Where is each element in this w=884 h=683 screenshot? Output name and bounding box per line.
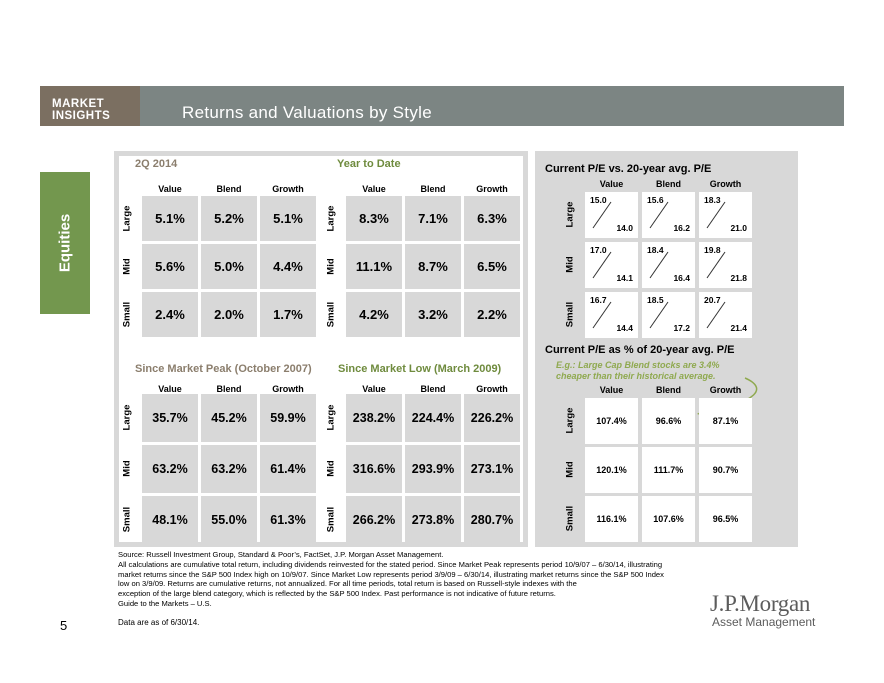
low-row-label: Small (325, 506, 337, 533)
pe-pct-row-label: Large (564, 407, 576, 434)
pe-pct-cell: 111.7% (642, 447, 695, 493)
pe-cell (585, 292, 638, 338)
pe-row-label: Large (564, 201, 576, 228)
pe-pct-cell: 90.7% (699, 447, 752, 493)
pe-pct-cell: 96.5% (699, 496, 752, 542)
pe-pct-cell: 107.6% (642, 496, 695, 542)
peak-cell: 61.4% (260, 445, 316, 493)
q2-cell: 5.1% (142, 196, 198, 241)
pe-pct-title: Current P/E as % of 20-year avg. P/E (545, 344, 735, 356)
peak-title: Since Market Peak (October 2007) (135, 363, 312, 375)
peak-col-header: Growth (272, 384, 304, 394)
peak-cell: 48.1% (142, 496, 198, 544)
ytd-cell: 8.3% (346, 196, 402, 241)
q2-cell: 5.0% (201, 244, 257, 289)
footnote-line: Guide to the Markets – U.S. (118, 598, 212, 608)
ytd-cell: 2.2% (464, 292, 520, 337)
low-cell: 280.7% (464, 496, 520, 544)
pe-current: 17.0 (590, 245, 607, 255)
low-col-header: Blend (420, 384, 446, 394)
peak-cell: 63.2% (201, 445, 257, 493)
q2-cell: 2.4% (142, 292, 198, 337)
ytd-row-label: Small (325, 301, 337, 327)
ytd-col-header: Growth (476, 184, 508, 194)
q2-cell: 4.4% (260, 244, 316, 289)
ytd-cell: 8.7% (405, 244, 461, 289)
pe-pct-row-label: Mid (564, 461, 576, 478)
q2-cell: 5.6% (142, 244, 198, 289)
pe-current: 20.7 (704, 295, 721, 305)
pe-pct-cell: 120.1% (585, 447, 638, 493)
pe-pct-col-header: Growth (709, 385, 742, 395)
peak-cell: 59.9% (260, 394, 316, 442)
pe-average: 21.8 (730, 273, 747, 283)
logo-line1: MARKET (52, 98, 105, 110)
pe-pct-cell: 96.6% (642, 398, 695, 444)
q2-row-label: Mid (121, 257, 133, 275)
pe-current: 15.0 (590, 195, 607, 205)
low-cell: 226.2% (464, 394, 520, 442)
pe-cell (585, 192, 638, 238)
ytd-cell: 4.2% (346, 292, 402, 337)
pe-average: 16.2 (673, 223, 690, 233)
pe-current: 15.6 (647, 195, 664, 205)
section-tab-label: Equities (56, 213, 74, 273)
ytd-title: Year to Date (337, 158, 401, 170)
pe-col-header: Value (599, 179, 624, 189)
pe-average: 21.4 (730, 323, 747, 333)
peak-cell: 55.0% (201, 496, 257, 544)
pe-cell (699, 292, 752, 338)
peak-col-header: Value (158, 384, 182, 394)
pe-row-label: Small (564, 301, 576, 328)
q2-col-header: Blend (216, 184, 242, 194)
low-cell: 316.6% (346, 445, 402, 493)
pe-row-label: Mid (564, 256, 576, 273)
pe-col-header: Growth (709, 179, 742, 189)
q2-cell: 5.2% (201, 196, 257, 241)
footnote-line: Source: Russell Investment Group, Standard & Poor’s, FactSet, J.P. Morgan Asset Management. (118, 550, 444, 559)
q2-cell: 5.1% (260, 196, 316, 241)
pe-pct-cell: 87.1% (699, 398, 752, 444)
pe-current: 16.7 (590, 295, 607, 305)
pe-title: Current P/E vs. 20-year avg. P/E (545, 163, 712, 175)
pe-cell (642, 192, 695, 238)
pe-current: 18.4 (647, 245, 664, 255)
q2-title: 2Q 2014 (135, 158, 178, 170)
low-row-label: Large (325, 404, 337, 431)
ytd-cell: 11.1% (346, 244, 402, 289)
pe-cell (585, 242, 638, 288)
pe-pct-col-header: Blend (655, 385, 681, 395)
low-row-label: Mid (325, 460, 337, 477)
low-col-header: Value (362, 384, 386, 394)
q2-col-header: Growth (272, 184, 304, 194)
example-line1: E.g.: Large Cap Blend stocks are 3.4% (556, 360, 720, 370)
low-cell: 273.1% (464, 445, 520, 493)
low-cell: 266.2% (346, 496, 402, 544)
ytd-cell: 6.3% (464, 196, 520, 241)
logo-line2: INSIGHTS (52, 110, 111, 122)
pe-current: 18.5 (647, 295, 664, 305)
q2-row-label: Large (121, 205, 133, 231)
footnote-line: market returns since the S&P 500 Index high on 10/9/07. Since Market Low represents period 3/9/09 – 6/30/14, illustrating market returns since the S&P 500 Index (118, 569, 664, 579)
ytd-cell: 6.5% (464, 244, 520, 289)
low-col-header: Growth (476, 384, 508, 394)
pe-average: 21.0 (730, 223, 747, 233)
footnote-line: low on 3/9/09. Returns are cumulative returns, not annualized. For all time periods, total return is based on Russell-style indexes with the (118, 579, 577, 589)
pe-average: 14.1 (616, 273, 633, 283)
q2-cell: 2.0% (201, 292, 257, 337)
pe-average: 14.0 (616, 223, 633, 233)
ytd-col-header: Value (362, 184, 386, 194)
footnote-line: exception of the large blend category, which is reflected by the S&P 500 Index. Past performance is not indicative of future returns. (118, 589, 556, 599)
data-asof: Data are as of 6/30/14. (118, 618, 200, 627)
q2-cell: 1.7% (260, 292, 316, 337)
example-line2: cheaper than their historical average. (556, 371, 716, 381)
peak-cell: 63.2% (142, 445, 198, 493)
footnotes (118, 550, 798, 609)
pe-pct-col-header: Value (599, 385, 624, 395)
ytd-cell: 7.1% (405, 196, 461, 241)
footnote-line: All calculations are cumulative total return, including dividends reinvested for the stated period. Since Market Peak represents period 10/9/07 – 6/30/14, illustrating (118, 559, 663, 569)
ytd-row-label: Large (325, 205, 337, 231)
page-number: 5 (60, 618, 68, 633)
ytd-row-label: Mid (325, 257, 337, 275)
q2-col-header: Value (158, 184, 182, 194)
pe-average: 16.4 (673, 273, 690, 283)
pe-pct-cell: 116.1% (585, 496, 638, 542)
pe-current: 18.3 (704, 195, 721, 205)
pe-average: 14.4 (616, 323, 633, 333)
peak-col-header: Blend (216, 384, 242, 394)
peak-row-label: Mid (121, 460, 133, 477)
peak-row-label: Small (121, 506, 133, 533)
peak-cell: 61.3% (260, 496, 316, 544)
ytd-col-header: Blend (420, 184, 446, 194)
low-cell: 238.2% (346, 394, 402, 442)
peak-row-label: Large (121, 404, 133, 431)
low-cell: 273.8% (405, 496, 461, 544)
peak-cell: 35.7% (142, 394, 198, 442)
pe-cell (699, 192, 752, 238)
q2-row-label: Small (121, 301, 133, 327)
pe-current: 19.8 (704, 245, 721, 255)
ytd-cell: 3.2% (405, 292, 461, 337)
page-title: Returns and Valuations by Style (182, 103, 432, 122)
low-cell: 293.9% (405, 445, 461, 493)
asset-management-label: Asset Management (712, 615, 816, 629)
pe-average: 17.2 (673, 323, 690, 333)
low-cell: 224.4% (405, 394, 461, 442)
pe-pct-row-label: Small (564, 505, 576, 532)
jpmorgan-logo: J.P.Morgan (710, 591, 811, 616)
pe-cell (699, 242, 752, 288)
pe-cell (642, 242, 695, 288)
pe-col-header: Blend (655, 179, 681, 189)
low-title: Since Market Low (March 2009) (338, 363, 502, 375)
pe-cell (642, 292, 695, 338)
peak-cell: 45.2% (201, 394, 257, 442)
pe-pct-cell: 107.4% (585, 398, 638, 444)
